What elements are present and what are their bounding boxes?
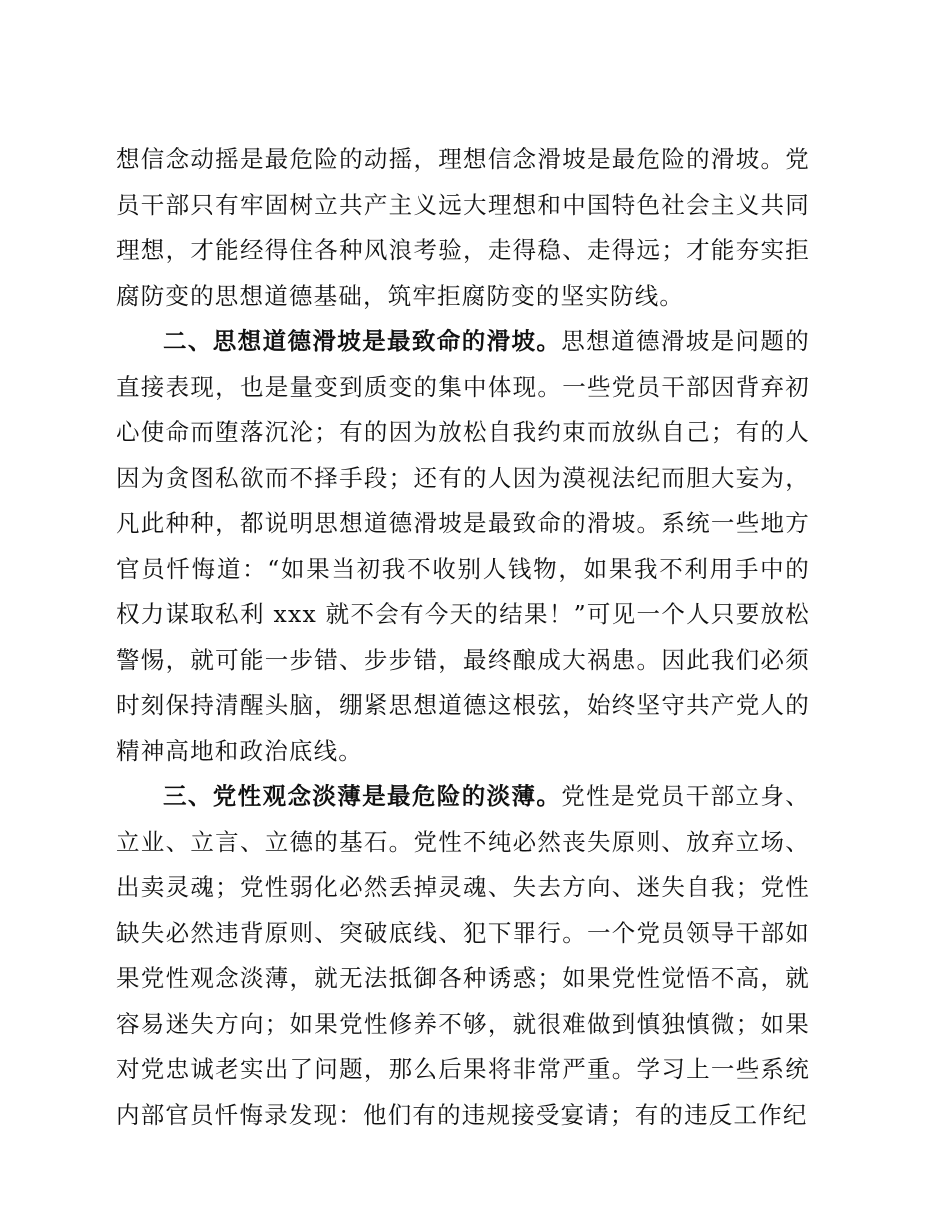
section-paragraph-2 (116, 319, 810, 774)
paragraph-continuation: 想信念动摇是最危险的动摇，理想信念滑坡是最危险的滑坡。党员干部只有牢固树立共产主义远大理想和中国特色社会主义共同理想，才能经得住各种风浪考验，走得稳、走得远；才能夯实拒腐防变的思想道德基础，筑牢拒腐防变的坚实防线。 (116, 145, 810, 310)
document-body (116, 137, 810, 1138)
section-paragraph-3 (116, 774, 810, 1138)
section-body-2: 思想道德滑坡是问题的直接表现，也是量变到质变的集中体现。一些党员干部因背弃初心使命而堕落沉沦；有的因为放松自我约束而放纵自己；有的人因为贪图私欲而不择手段；还有的人因为漠视法纪而胆大妄为，凡此种种，都说明思想道德滑坡是最致命的滑坡。系统一些地方官员忏悔道：“如果当初我不收别人钱物，如果我不利用手中的权力谋取私利 xxx 就不会有今天的结果！”可见一个人只要放松警惕，就可能一步错、步步错，最终酿成大祸患。因此我们必须时刻保持清醒头脑，绷紧思想道德这根弦，始终坚守共产党人的精神高地和政治底线。 (116, 327, 811, 765)
section-heading-2: 二、思想道德滑坡是最致命的滑坡。 (163, 327, 562, 355)
section-heading-3: 三、党性观念淡薄是最危险的淡薄。 (163, 782, 562, 810)
section-body-3: 党性是党员干部立身、立业、立言、立德的基石。党性不纯必然丧失原则、放弃立场、出卖灵魂；党性弱化必然丢掉灵魂、失去方向、迷失自我；党性缺失必然违背原则、突破底线、犯下罪行。一个党员领导干部如果党性观念淡薄，就无法抵御各种诱惑；如果党性觉悟不高，就容易迷失方向；如果党性修养不够，就很难做到慎独慎微；如果对党忠诚老实出了问题，那么后果将非常严重。学习上一些系统内部官员忏悔录发现：他们有的违规接受宴请；有的违反工作纪 (116, 782, 811, 1129)
